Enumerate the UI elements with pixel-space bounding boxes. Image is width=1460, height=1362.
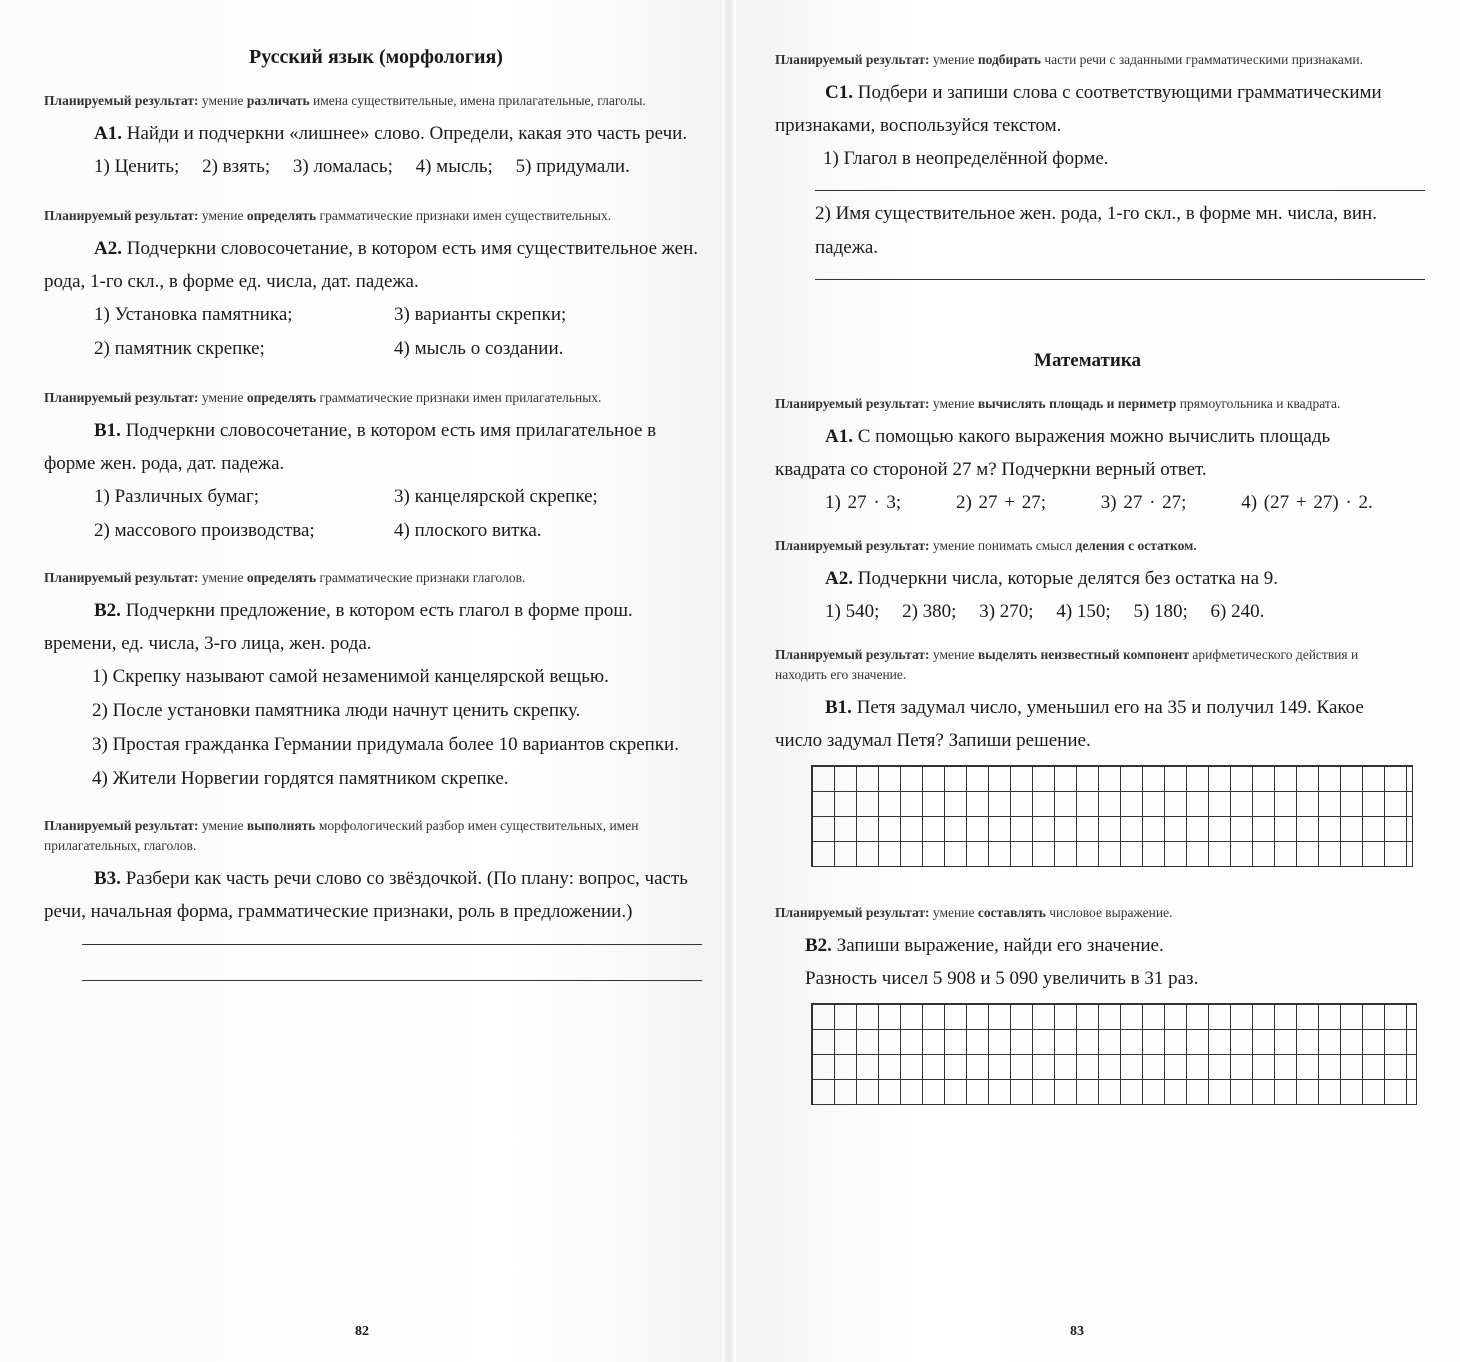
option[interactable]: 1) Установка памятника; bbox=[94, 304, 293, 325]
option[interactable]: 6) 240. bbox=[1210, 601, 1265, 622]
planned-text: морфологический разбор имен существительных, имен прилагательных, глаголов. bbox=[44, 818, 639, 853]
planned-text: имена существительные, имена прилагательные, глаголы. bbox=[313, 93, 646, 108]
planned-result-c1 bbox=[775, 50, 1400, 70]
planned-label: Планируемый результат: bbox=[44, 208, 199, 223]
planned-text: умение bbox=[201, 208, 244, 223]
planned-emphasis: выполнять bbox=[246, 818, 316, 833]
planned-text: умение bbox=[932, 396, 975, 411]
task-b3 bbox=[44, 862, 708, 928]
planned-text: грамматические признаки имен существительных. bbox=[319, 208, 612, 223]
options-a1 bbox=[94, 150, 708, 184]
task-text: Подчеркни словосочетание, в котором есть имя существительное жен. рода, 1-го скл., в форме ед. числа, дат. падежа. bbox=[44, 238, 699, 292]
task-id: А2. bbox=[825, 568, 853, 589]
task-id: А2. bbox=[94, 238, 122, 259]
planned-label: Планируемый результат: bbox=[775, 396, 930, 411]
option[interactable]: 4) плоского витка. bbox=[394, 520, 542, 541]
planned-result-math-b1 bbox=[775, 645, 1400, 685]
planned-text: прямоугольника и квадрата. bbox=[1179, 396, 1341, 411]
task-math-b2 bbox=[805, 929, 1400, 962]
answer-grid-b2[interactable] bbox=[811, 1003, 1417, 1105]
planned-text: грамматические признаки глаголов. bbox=[319, 570, 526, 585]
subtask-math-b2: Разность чисел 5 908 и 5 090 увеличить в 31 раз. bbox=[805, 968, 1199, 989]
page-number: 82 bbox=[355, 1324, 369, 1339]
task-c1 bbox=[775, 76, 1400, 142]
planned-text: числовое выражение. bbox=[1049, 905, 1173, 920]
answer-line[interactable] bbox=[82, 980, 702, 981]
task-id: С1. bbox=[825, 82, 853, 103]
task-a1 bbox=[44, 117, 708, 150]
task-b2 bbox=[44, 594, 708, 660]
planned-text: умение bbox=[201, 818, 244, 833]
planned-emphasis: определять bbox=[246, 570, 317, 585]
options-b2 bbox=[92, 660, 708, 796]
planned-emphasis: определять bbox=[246, 390, 317, 405]
section-title-math: Математика bbox=[1034, 350, 1141, 371]
planned-emphasis: деления с остатком. bbox=[1075, 538, 1197, 553]
task-id: В2. bbox=[805, 935, 832, 956]
option[interactable]: 4) (27 + 27) · 2. bbox=[1241, 492, 1373, 513]
option[interactable]: 2) памятник скрепке; bbox=[94, 338, 265, 359]
planned-label: Планируемый результат: bbox=[44, 570, 199, 585]
task-id: В2. bbox=[94, 600, 121, 621]
planned-label: Планируемый результат: bbox=[44, 390, 199, 405]
planned-text: умение понимать смысл bbox=[932, 538, 1073, 553]
task-text: Подчеркни словосочетание, в котором есть имя прилагательное в форме жен. рода, дат. падежа. bbox=[44, 420, 657, 474]
planned-emphasis: определять bbox=[246, 208, 317, 223]
section-title-russian: Русский язык (морфология) bbox=[249, 46, 503, 68]
task-b1 bbox=[44, 414, 708, 480]
option[interactable]: 1) 27 · 3; bbox=[825, 492, 902, 513]
option[interactable]: 3) Простая гражданка Германии придумала более 10 вариантов скрепки. bbox=[92, 734, 679, 755]
option[interactable]: 1) 540; bbox=[825, 601, 880, 622]
planned-result-math-a2 bbox=[775, 536, 1400, 556]
planned-text: части речи с заданными грамматическими признаками. bbox=[1044, 52, 1363, 67]
task-a2 bbox=[44, 232, 708, 298]
planned-result-b1 bbox=[44, 388, 708, 408]
planned-result-a1 bbox=[44, 91, 708, 111]
option[interactable]: 2) 380; bbox=[902, 601, 957, 622]
page-right bbox=[730, 0, 1460, 1362]
option[interactable]: 5) придумали. bbox=[515, 156, 630, 177]
task-text: Подбери и запиши слова с соответствующими грамматическими признаками, воспользуйся текстом. bbox=[775, 82, 1382, 136]
planned-result-b3 bbox=[44, 816, 708, 856]
answer-line[interactable] bbox=[815, 279, 1425, 280]
task-text: Разбери как часть речи слово со звёздочкой. (По плану: вопрос, часть речи, начальная форма, грамматические признаки, роль в предложении.) bbox=[44, 868, 688, 922]
task-id: В3. bbox=[94, 868, 121, 889]
option[interactable]: 4) Жители Норвегии гордятся памятником скрепке. bbox=[92, 768, 509, 789]
planned-label: Планируемый результат: bbox=[775, 538, 930, 553]
option[interactable]: 4) 150; bbox=[1056, 601, 1111, 622]
option[interactable]: 2) После установки памятника люди начнут ценить скрепку. bbox=[92, 700, 581, 721]
option[interactable]: 2) 27 + 27; bbox=[955, 492, 1047, 513]
task-text: Петя задумал число, уменьшил его на 35 и получил 149. Какое число задумал Петя? Запиши решение. bbox=[775, 697, 1364, 751]
option[interactable]: 3) канцелярской скрепке; bbox=[394, 486, 598, 507]
task-math-a2 bbox=[775, 562, 1400, 595]
option[interactable]: 5) 180; bbox=[1133, 601, 1188, 622]
planned-text: умение bbox=[201, 390, 244, 405]
planned-emphasis: подбирать bbox=[977, 52, 1042, 67]
option[interactable]: 2) массового производства; bbox=[94, 520, 315, 541]
planned-emphasis: различать bbox=[246, 93, 310, 108]
task-text: Подчеркни числа, которые делятся без остатка на 9. bbox=[857, 568, 1278, 589]
option[interactable]: 3) ломалась; bbox=[292, 156, 393, 177]
task-id: А1. bbox=[825, 426, 853, 447]
planned-text: умение bbox=[201, 570, 244, 585]
option[interactable]: 1) Различных бумаг; bbox=[94, 486, 260, 507]
planned-result-b2 bbox=[44, 568, 708, 588]
subtask-c1-2: 2) Имя существительное жен. рода, 1-го скл., в форме мн. числа, вин. падежа. bbox=[815, 203, 1377, 258]
option[interactable]: 1) Скрепку называют самой незаменимой канцелярской вещью. bbox=[92, 666, 609, 687]
answer-line[interactable] bbox=[815, 190, 1425, 191]
planned-text: умение bbox=[201, 93, 244, 108]
subtask-c1-1: 1) Глагол в неопределённой форме. bbox=[823, 148, 1109, 169]
task-math-b1 bbox=[775, 691, 1400, 757]
answer-line[interactable] bbox=[82, 944, 702, 945]
task-text: Найди и подчеркни «лишнее» слово. Определи, какая это часть речи. bbox=[126, 123, 688, 144]
planned-label: Планируемый результат: bbox=[775, 905, 930, 920]
answer-lines-b3 bbox=[82, 944, 708, 981]
task-id: В1. bbox=[94, 420, 121, 441]
planned-label: Планируемый результат: bbox=[44, 818, 199, 833]
options-b1 bbox=[94, 480, 708, 548]
option[interactable]: 4) мысль; bbox=[415, 156, 493, 177]
planned-emphasis: вычислять площадь и периметр bbox=[977, 396, 1177, 411]
option[interactable]: 1) Ценить; bbox=[94, 156, 180, 177]
planned-text: умение bbox=[932, 905, 975, 920]
options-math-a1 bbox=[825, 486, 1400, 520]
planned-label: Планируемый результат: bbox=[44, 93, 199, 108]
planned-result-math-b2 bbox=[775, 903, 1400, 923]
planned-text: арифметического действия и находить его значение. bbox=[775, 647, 1359, 682]
task-text: Подчеркни предложение, в котором есть глагол в форме прош. времени, ед. числа, 3-го лица, жен. рода. bbox=[44, 600, 633, 654]
book-gutter bbox=[722, 0, 736, 1362]
answer-grid-b1[interactable] bbox=[811, 765, 1413, 867]
task-text: С помощью какого выражения можно вычислить площадь квадрата со стороной 27 м? Подчеркни верный ответ. bbox=[775, 426, 1331, 480]
planned-text: умение bbox=[932, 52, 975, 67]
planned-emphasis: выделять неизвестный компонент bbox=[977, 647, 1190, 662]
option[interactable]: 3) варианты скрепки; bbox=[394, 304, 567, 325]
planned-label: Планируемый результат: bbox=[775, 52, 930, 67]
planned-result-math-a1 bbox=[775, 394, 1400, 414]
planned-emphasis: составлять bbox=[977, 905, 1046, 920]
planned-text: умение bbox=[932, 647, 975, 662]
planned-label: Планируемый результат: bbox=[775, 647, 930, 662]
task-text: Запиши выражение, найди его значение. bbox=[836, 935, 1164, 956]
option[interactable]: 3) 27 · 27; bbox=[1100, 492, 1187, 513]
planned-result-a2 bbox=[44, 206, 708, 226]
option[interactable]: 2) взять; bbox=[202, 156, 271, 177]
task-id: В1. bbox=[825, 697, 852, 718]
page-number: 83 bbox=[1070, 1324, 1084, 1339]
task-id: А1. bbox=[94, 123, 122, 144]
task-math-a1 bbox=[775, 420, 1400, 486]
option[interactable]: 4) мысль о создании. bbox=[394, 338, 564, 359]
planned-text: грамматические признаки имен прилагательных. bbox=[319, 390, 602, 405]
option[interactable]: 3) 270; bbox=[979, 601, 1034, 622]
options-math-a2 bbox=[825, 595, 1400, 629]
options-a2 bbox=[94, 298, 708, 366]
